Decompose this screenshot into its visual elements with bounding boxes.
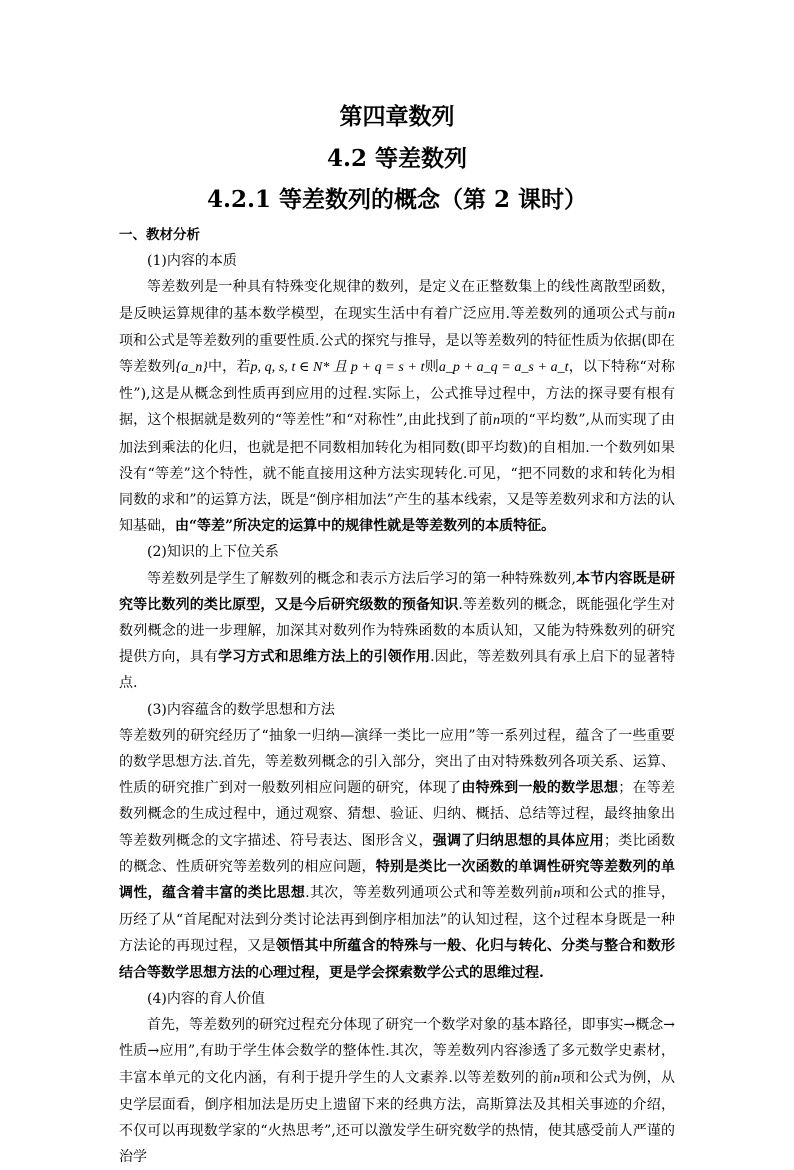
s1-text-c: 中，若 (207, 359, 251, 376)
document-body (119, 222, 675, 1170)
s1-bold-g: 由“等差”所决定的运算中的规律性就是等差数列的本质特征。 (175, 518, 556, 535)
s2-bold-b: 本节内容既是研究等比数列的类比原型，又是今后研究级数的预备知识 (119, 570, 676, 613)
s3-text-c: ；在等差数列概念的生成过程中，通过观察、猜想、验证、归纳、概括、总结等过程，最终抽象出等差数列概念的文字描述、符号表达、图形含义， (119, 780, 676, 849)
s2-bold-d: 学习方式和思维方法上的引领作用 (218, 649, 431, 666)
s4-text-a: 首先，等差数列的研究过程充分体现了研究一个数学对象的基本路径，即事实→概念→性质→应用”,有助于学生体会数学的整体性.其次，等差数列内容渗透了多元数学史素材，丰富本单元的文化内涵，有利于提升学生的人文素养.以等差数列的前 (119, 1017, 675, 1086)
s2-text-c: .等差数列的概念，既能强化学生对数列概念的进一步理解，加深其对数列作为特殊函数的本质认知，又能为特殊数列的研究提供方向，具有 (119, 596, 676, 666)
part1-heading: 一、教材分析 (119, 227, 200, 243)
math-n: n (553, 1070, 561, 1086)
s4-heading: (4)内容的育人价值 (147, 990, 265, 1007)
s2-text-a: 等差数列是学生了解数列的概念和表示方法后学习的第一种特殊数列, (147, 570, 576, 587)
s1-text-a: 等差数列是一种具有特殊变化规律的数列，是定义在正整数集上的线性离散型函数，是反映运算规律的基本数学模型，在现实生活中有着广泛应用.等差数列的通项公式与前 (119, 279, 675, 322)
s3-text-e: ；类比函数的概念、性质研究等差数列的相应问题， (119, 832, 676, 875)
s3-text-g: .其次，等差数列通项公式和等差数列前 (305, 885, 554, 902)
s1-text-f: 项的“平均数”,从而实现了由加法到乘法的化归，也就是把不同数相加转化为相同数(即平均数)的自相加.一个数列如果没有“等差”这个特性，就不能直接用这种方法实现转化.可见，“把不同数的求和转化为相同数的求和”的运算方法，既是“倒序相加法”产生的基本线索，又是等差数列求和方法的认知基础， (119, 412, 676, 535)
s2-heading: (2)知识的上下位关系 (147, 544, 279, 561)
chapter-title: 第四章数列 (339, 103, 455, 130)
s1-text-d: 则 (424, 359, 439, 376)
s3-text-h: 项和公式的推导，历经了从“首尾配对法到分类讨论法再到倒序相加法”的认知过程，这个过程本身既是一种方法论的再现过程，又是 (119, 885, 676, 955)
s1-text-e: ，以下特称“对称性”),这是从概念到性质再到应用的过程.实际上，公式推导过程中，方法的探寻要有根有据，这个根据就是数列的“等差性”和“对称性”,由此找到了前 (119, 359, 675, 429)
s3-bold-i: 领悟其中所蕴含的特殊与一般、化归与转化、分类与整合和数形结合等数学思想方法的心理过程，更是学会探索数学公式的思维过程. (119, 938, 676, 981)
s4-paragraph (119, 1012, 675, 1170)
s2-paragraph (119, 566, 675, 697)
s3-text-a: 等差数列的研究经历了“抽象一归纳—演绎一类比一应用”等一系列过程，蕴含了一些重要的数学思想方法.首先，等差数列概念的引入部分，突出了由对特殊数列各项关系、运算、性质的研究推广到对一般数列相应问题的研究，体现了 (119, 727, 675, 797)
s3-paragraph (119, 723, 675, 986)
math-n: n (668, 306, 675, 322)
s3-bold-b: 由特殊到一般的数学思想 (461, 780, 619, 797)
s1-text-b: 项和公式是等差数列的重要性质.公式的探究与推导，是以等差数列的特征性质为依据(即在等差数列 (119, 332, 675, 376)
s4-text-b: 项和公式为例，从史学层面看，倒序相加法是历史上遗留下来的经典方法，高斯算法及其相关事迹的介绍，不仅可以再现数学家的“火热思考”,还可以激发学生研究数学的热情，使其感受前人严谨的治学 (119, 1069, 675, 1166)
math-sequence: {a_n} (175, 360, 208, 376)
lesson-title: 4.2.1 等差数列的概念（第 2 课时） (206, 186, 588, 213)
s3-bold-f: 特别是类比一次函数的单调性研究等差数列的单调性，蕴含着丰富的类比思想 (119, 858, 676, 902)
s1-heading: (1)内容的本质 (147, 253, 237, 270)
math-condition: p, q, s, t ∈ N* 且 p + q = s + t (250, 360, 425, 376)
math-n: n (553, 886, 561, 902)
s3-bold-d: 强调了归纳思想的具体应用 (432, 832, 604, 849)
s3-heading: (3)内容蕴含的数学思想和方法 (147, 701, 335, 718)
math-n: n (492, 413, 500, 429)
s1-paragraph (119, 274, 675, 539)
s2-text-e: .因此，等差数列具有承上启下的显著特点. (119, 649, 676, 692)
math-formula: a_p + a_q = a_s + a_t (438, 360, 569, 376)
section-title: 4.2 等差数列 (326, 145, 468, 172)
